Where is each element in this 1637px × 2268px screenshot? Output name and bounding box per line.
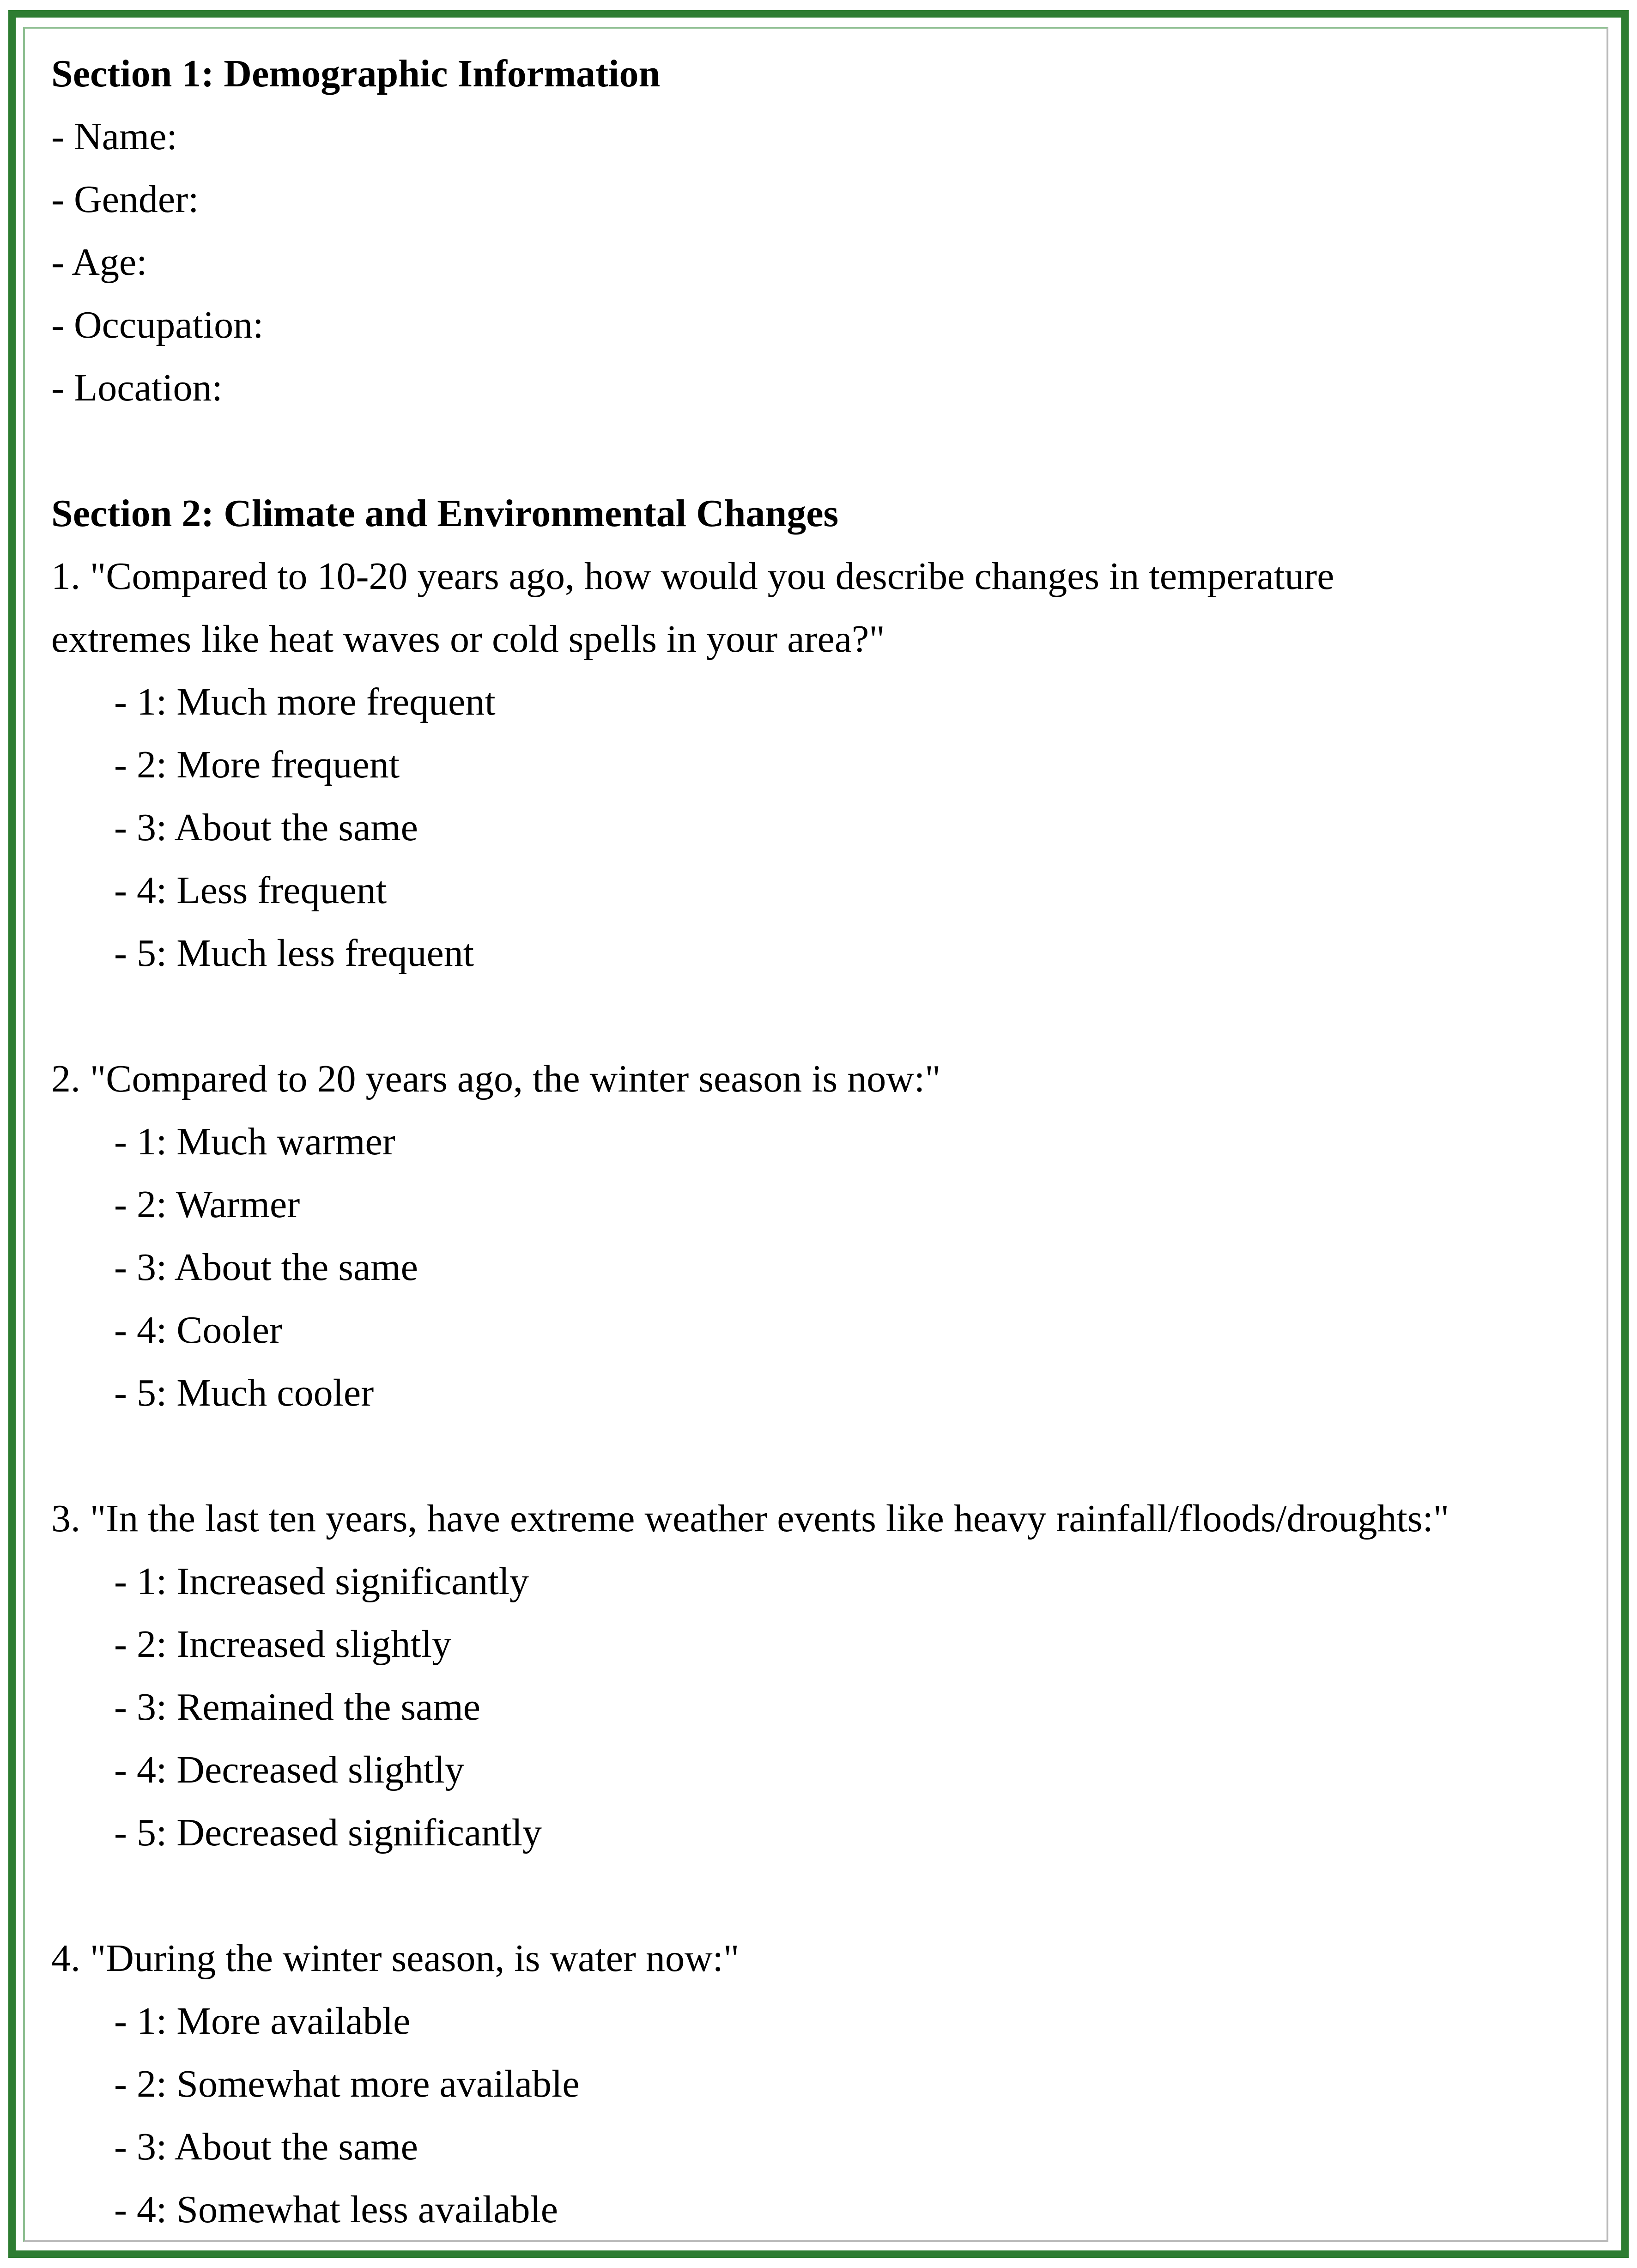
question-3-option-1: - 1: Increased significantly [114,1560,529,1603]
question-3-option-5: - 5: Decreased significantly [114,1811,542,1854]
question-4-option-4: - 4: Somewhat less available [114,2188,558,2231]
field-gender: - Gender: [51,178,199,221]
question-1-option-1: - 1: Much more frequent [114,680,496,723]
field-location: - Location: [51,366,223,409]
question-2-option-1: - 1: Much warmer [114,1120,395,1163]
question-2-option-3: - 3: About the same [114,1246,418,1289]
question-1-line-1: 1. "Compared to 10-20 years ago, how would you describe changes in temperature [51,555,1334,598]
section-1-title: Section 1: Demographic Information [51,52,661,95]
question-4-option-2: - 2: Somewhat more available [114,2062,580,2105]
spacer [51,419,1599,482]
question-2-text: 2. "Compared to 20 years ago, the winter season is now:" [51,1057,941,1100]
question-1-option-4: - 4: Less frequent [114,869,387,912]
question-4-text: 4. "During the winter season, is water now:" [51,1937,740,1980]
questionnaire-document [51,42,1599,2241]
question-4-option-3: - 3: About the same [114,2125,418,2168]
spacer [51,985,1599,1048]
question-2-option-4: - 4: Cooler [114,1309,282,1352]
field-occupation: - Occupation: [51,303,264,346]
question-1-option-3: - 3: About the same [114,806,418,849]
spacer [51,1425,1599,1487]
question-1-option-5: - 5: Much less frequent [114,932,474,975]
question-4-option-1: - 1: More available [114,2000,411,2043]
question-3-option-3: - 3: Remained the same [114,1686,481,1728]
question-2-option-5: - 5: Much cooler [114,1371,374,1414]
field-name: - Name: [51,115,177,158]
field-age: - Age: [51,241,147,284]
question-3-text: 3. "In the last ten years, have extreme weather events like heavy rainfall/floods/droughts:" [51,1497,1449,1540]
question-3-option-2: - 2: Increased slightly [114,1623,452,1666]
question-3-option-4: - 4: Decreased slightly [114,1748,465,1791]
section-2-title: Section 2: Climate and Environmental Changes [51,492,839,535]
question-1-option-2: - 2: More frequent [114,743,400,786]
question-1-line-2: extremes like heat waves or cold spells in your area?" [51,618,885,661]
spacer [51,1864,1599,1927]
question-2-option-2: - 2: Warmer [114,1183,300,1226]
